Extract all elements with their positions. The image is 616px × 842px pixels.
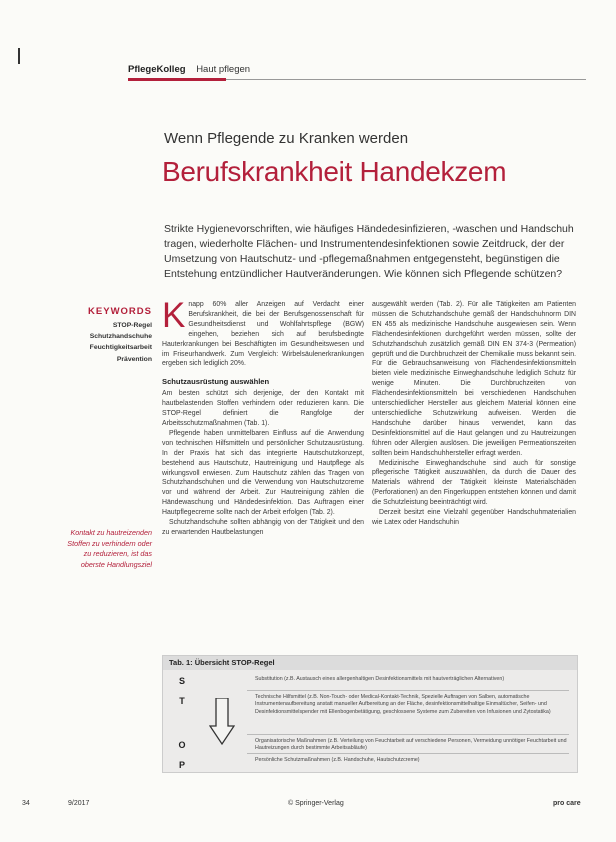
- drop-cap: K: [162, 300, 186, 335]
- body-column-2: [372, 300, 576, 645]
- body-column-1: [162, 300, 364, 645]
- page-edge-mark: [18, 48, 20, 64]
- stop-text-p: Persönliche Schutzmaßnahmen (z.B. Handschuhe, Hautschutzcreme): [255, 757, 420, 763]
- paragraph: napp 60% aller Anzeigen auf Verdacht einer Berufskrankheit, die bei der Berufsgenossenschaft für Gesundheitsdienst und Wohlfahrtspflege (BGW) eingehen, beziehen sich auf berufsbedingte Hauterkrankungen bei Beschäftigten im Gesundheitswesen und im Friseurhandwerk. Zum Vergleich: Wirbelsäulenerkrankungen ergeben sich lediglich 20%.: [162, 301, 364, 368]
- stop-text-s: Substitution (z.B. Austausch eines allergenhaltigen Desinfektionsmittels mit hautverträglichen Alternativen): [255, 676, 505, 682]
- stop-text-t: Technische Hilfsmittel (z.B. Non-Touch- oder Medical-Kontakt-Technik, Spezielle Auftragen von Salben, automatische Instrumentenaufbereitung anstatt manueller Aufbereitung an der Fläche, desinfektionsmittelhaltige Einmaltücher, Seifen- und Desinfektionsmittelspender mit Ellenbogenbetätigung, geschlossene Systeme zum Zubereiten von Infusionen und Zytostatika): [255, 694, 551, 715]
- keyword-item: Schutzhandschuhe: [89, 333, 152, 341]
- paragraph: Pflegende haben unmittelbaren Einfluss auf die Anwendung von technischen Hilfsmitteln und persönlicher Schutzausrüstung. In der Praxis hat sich das integrierte Hautschutzkonzept, bestehend aus Hautschutz, Hautreinigung und Hautpflege als wirkungsvoll erwiesen. Zum Hautschutz zählen das Tragen von Schutzhandschuhen und die Verwendung von Hautschutzcreme vor und während der Arbeit. Zur Hautreinigung zählen die Händewaschung und Händedesinfektion. Das Auftragen einer Hautpflegecreme sollte nach der Arbeit erfolgen (Tab. 2).: [162, 429, 364, 517]
- stop-letter-o: O: [178, 740, 186, 750]
- row-divider: [247, 734, 569, 735]
- page-number: 34: [22, 800, 30, 807]
- row-divider: [247, 753, 569, 754]
- issue-date: 9/2017: [68, 800, 90, 807]
- magazine-name: pro care: [553, 800, 581, 807]
- brand-label: PflegeKolleg: [128, 64, 186, 75]
- article-title: Berufskrankheit Handekzem: [162, 156, 507, 187]
- paragraph: Schutzhandschuhe sollten abhängig von der Tätigkeit und den zu erwartenden Hautbelastungen: [162, 519, 364, 536]
- keywords-heading: KEYWORDS: [88, 306, 152, 317]
- header-rule: [226, 79, 586, 80]
- stop-letter-s: S: [178, 676, 185, 686]
- pull-quote: Kontakt zu hautreizenden Stoffen zu verhindern oder zu reduzieren, ist das oberste Handlungsziel: [67, 528, 152, 569]
- subheading: Schutzausrüstung auswählen: [162, 377, 270, 387]
- paragraph: Derzeit besitzt eine Vielzahl gegenüber Handschuhmaterialien wie Latex oder Handschuhin: [372, 509, 576, 526]
- article-lead: Strikte Hygienevorschriften, wie häufiges Händedesinfizieren, -waschen und Handschuh tragen, wiederholte Flächen- und Instrumentendesinfektionen sowie Zeitdruck, der der Umsetzung von Hautschutz- und -pflegemaßnahmen entgegensteht, begünstigen die Entstehung entzündlicher Hautveränderungen. Wie können sich Pflegende schützen?: [164, 223, 574, 280]
- section-header: [128, 64, 250, 75]
- row-divider: [247, 690, 569, 691]
- article-kicker: Wenn Pflegende zu Kranken werden: [164, 130, 409, 147]
- stop-letter-t: T: [179, 696, 185, 706]
- stop-rule-table: [162, 655, 578, 773]
- keywords-list: [40, 320, 152, 365]
- section-label: Haut pflegen: [196, 64, 251, 75]
- down-arrow-icon: [209, 698, 235, 746]
- header-accent-rule: [128, 78, 226, 81]
- stop-text-o: Organisatorische Maßnahmen (z.B. Verteilung von Feuchtarbeit auf verschiedene Personen, Vermeidung unnötiger Feuchtarbeit und Hautreizungen durch bestimmte Arbeitsabläufe): [255, 738, 567, 752]
- keyword-item: Prävention: [116, 355, 152, 363]
- paragraph: ausgewählt werden (Tab. 2). Für alle Tätigkeiten am Patienten müssen die Schutzhandschuhe gemäß der Handschuhnorm DIN EN 455 als medizinische Handschuhe ausgewiesen sein. Wenn Flächendesinfektionen durchgeführt werden müssen, sollte der Schutzhandschuh zusätzlich gemäß DIN EN 374-3 (Permeation) geprüft und die Durchbruchzeit der Chemikalie muss bekannt sein. Für die Gebrauchsanweisung von Flächendesinfektionsmitteln bieten viele medizinische Einweghandschuhe lediglich Schutz für wenige Minuten. Die Durchbruchzeiten von Flächendesinfektionsmitteln bei verschiedenen Handschuhen unterschiedlicher Hersteller aus gleichem Material können eine unterschiedliche Schutzwirkung aufweisen. Werden die Handschuhe darüber hinaus verwendet, kann das Desinfektionsmittel auf die Haut gelangen und zu Hautreizungen führen oder Allergien auslösen. Die jeweiligen Permeationszeiten sollten beim Handschuhhersteller erfragt werden.: [372, 301, 576, 457]
- keyword-item: STOP-Regel: [112, 322, 152, 329]
- keyword-item: Feuchtigkeitsarbeit: [89, 344, 152, 352]
- table-title: Tab. 1: Übersicht STOP-Regel: [163, 656, 577, 670]
- paragraph: Medizinische Einweghandschuhe sind auch für sonstige pflegerische Tätigkeit auszuwählen, da durch die Dauer des Materials während der Tätigkeit kleinste Materialschäden (Perforationen) an den Fingerkuppen entstehen können und damit die Schutzleistung beeinträchtigt wird.: [372, 459, 576, 507]
- paragraph: Am besten schützt sich derjenige, der den Kontakt mit hautbelastenden Stoffen verhindern oder reduzieren kann. Die STOP-Regel definiert die Rangfolge der Arbeitsschutzmaßnahmen (Tab. 1).: [162, 390, 364, 427]
- publisher: © Springer-Verlag: [288, 800, 344, 807]
- stop-letter-p: P: [178, 760, 185, 770]
